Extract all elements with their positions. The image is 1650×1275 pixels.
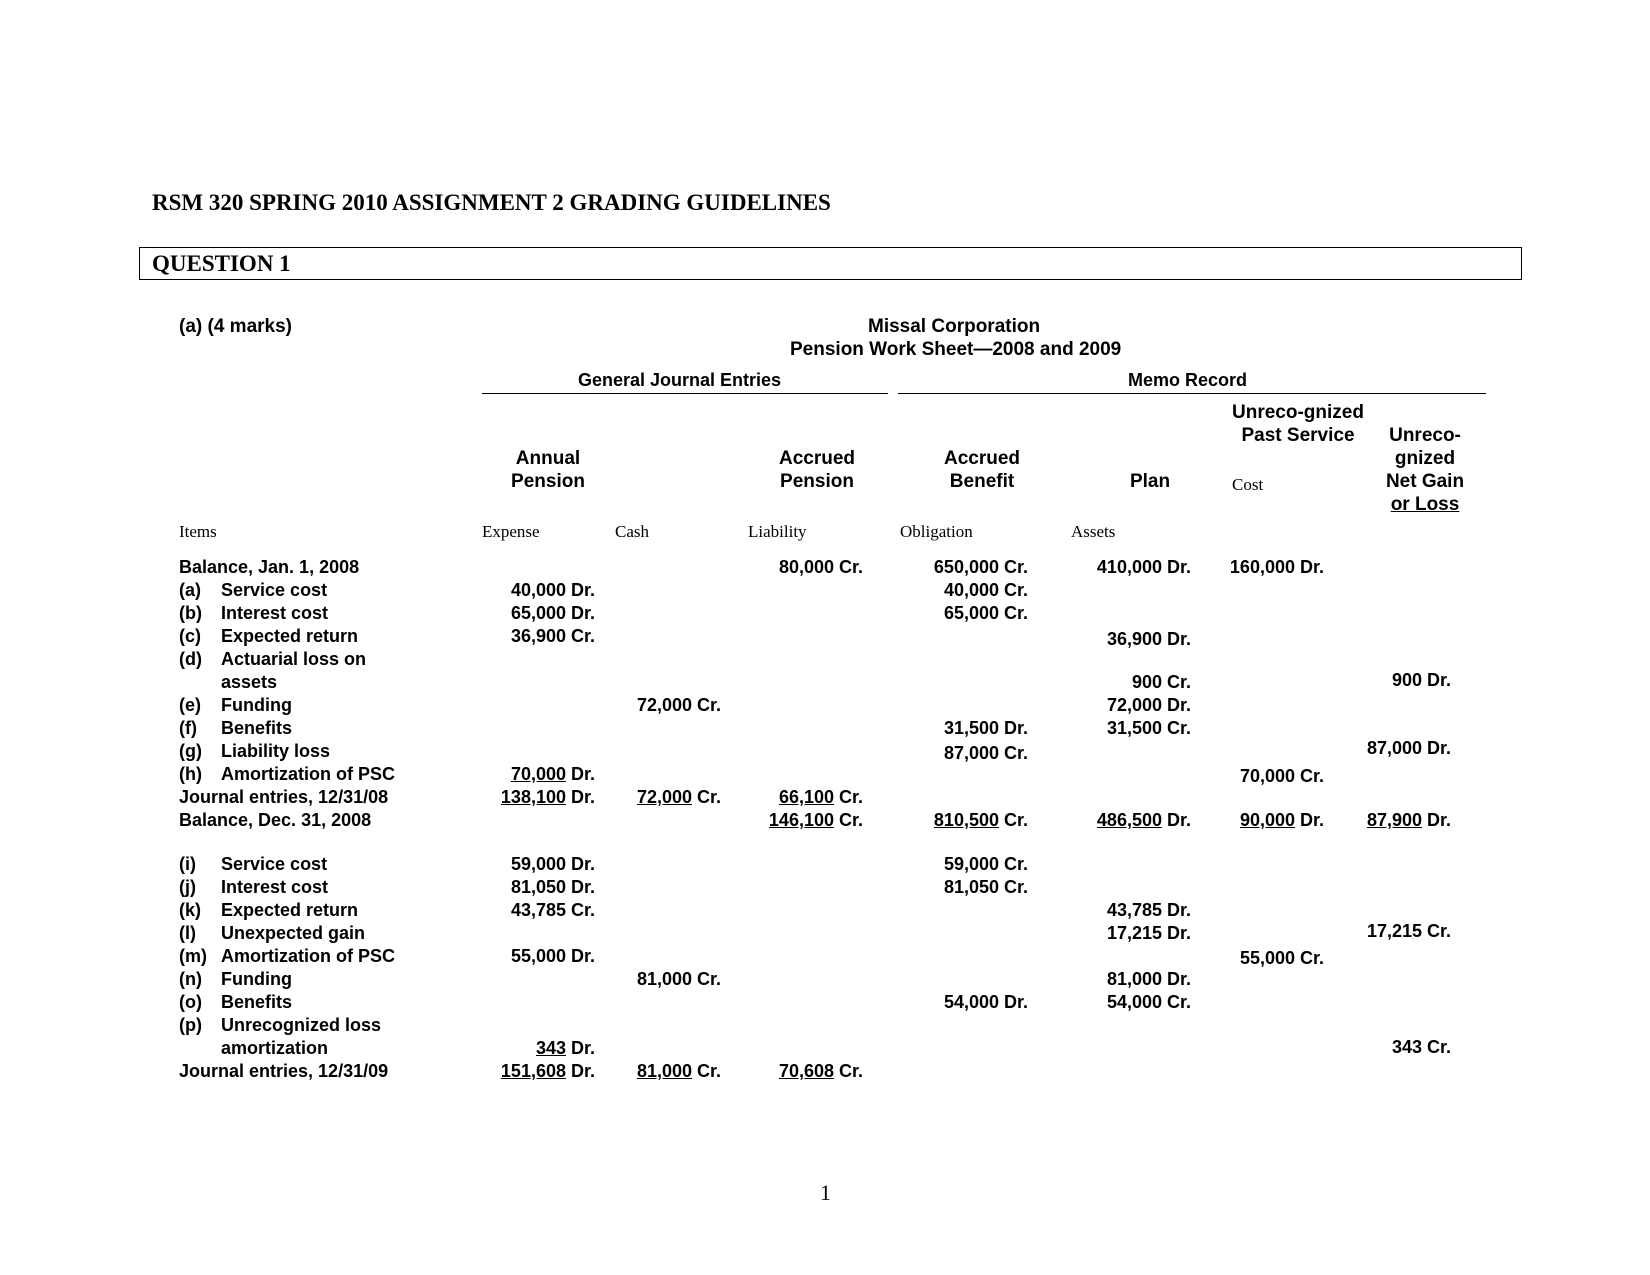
cell-amount: 81,050: [943, 877, 999, 897]
cell-amount: 160,000: [1229, 557, 1295, 577]
cell-amount: 31,500: [1106, 718, 1162, 738]
cell-amount-wrap: [406, 853, 566, 876]
row-item: Amortization of PSC: [221, 764, 395, 784]
cell-drcr: Dr.: [1422, 810, 1452, 830]
cell-amount: 70,000: [510, 764, 566, 784]
row-letter: (k): [179, 900, 201, 920]
cell-drcr: Cr.: [1422, 921, 1452, 941]
table-row: [179, 991, 469, 1014]
cell-drcr: Dr.: [566, 603, 596, 623]
subheader-liability: Liability: [748, 522, 807, 541]
cell-amount-wrap: [1262, 1036, 1422, 1059]
cell-amount-wrap: [406, 602, 566, 625]
cell-abo: [839, 853, 1039, 876]
cell-plan: [1002, 968, 1202, 991]
header-liability: [767, 447, 867, 493]
cell-abo: [839, 579, 1039, 602]
row-letter: (g): [179, 741, 202, 761]
table-row: [179, 648, 469, 671]
cell-drcr: Dr.: [566, 1061, 596, 1081]
cell-amount: 90,000: [1239, 810, 1295, 830]
cell-drcr: Dr.: [1162, 557, 1192, 577]
cell-drcr: Dr.: [566, 877, 596, 897]
cell-amount: 59,000: [943, 854, 999, 874]
cell-abo: [839, 602, 1039, 625]
table-row: [179, 922, 469, 945]
cell-drcr: Cr.: [999, 877, 1029, 897]
cell-plan: [1002, 922, 1202, 945]
cell-amount-wrap: [406, 876, 566, 899]
table-row: [179, 694, 469, 717]
cell-gain: [1262, 1036, 1462, 1059]
row-item: Expected return: [221, 626, 359, 646]
cell-amount-wrap: [532, 694, 692, 717]
row-item: Service cost: [221, 854, 328, 874]
cell-drcr: Dr.: [1162, 969, 1192, 989]
cell-amount: 55,000: [1239, 948, 1295, 968]
row-item: Funding: [221, 969, 292, 989]
cell-amount: 40,000: [510, 580, 566, 600]
header-liability-line1: Accrued: [778, 448, 856, 469]
cell-plan: [1002, 628, 1202, 651]
header-psc-line2: Past Service: [1241, 425, 1355, 446]
subheader-cash: Cash: [615, 522, 649, 541]
row-letter: (h): [179, 764, 202, 784]
cell-drcr: Cr.: [834, 1061, 864, 1081]
cell-amount: 900: [1131, 672, 1162, 692]
cell-amount: 138,100: [500, 787, 566, 807]
cell-amount-wrap: [406, 899, 566, 922]
cell-amount-wrap: [1002, 922, 1162, 945]
table-row: [179, 556, 469, 579]
row-letter: (m): [179, 946, 207, 966]
group-memo-record: Memo Record: [1128, 370, 1248, 390]
cell-expense: [406, 1037, 606, 1060]
table-row: [179, 717, 469, 740]
header-liability-line2: Pension: [780, 471, 854, 492]
cell-amount: 146,100: [768, 810, 834, 830]
header-psc-line1: Unreco-gnized: [1232, 402, 1364, 423]
cell-drcr: Cr.: [999, 854, 1029, 874]
cell-gain: [1262, 737, 1462, 760]
cell-amount-wrap: [1262, 737, 1422, 760]
cell-amount: 40,000: [943, 580, 999, 600]
cell-plan: [1002, 671, 1202, 694]
header-gain: [1370, 424, 1480, 516]
row-item: Funding: [221, 695, 292, 715]
cell-amount: 151,608: [500, 1061, 566, 1081]
cell-amount-wrap: [406, 1037, 566, 1060]
cell-amount: 410,000: [1096, 557, 1162, 577]
row-item: Benefits: [221, 992, 293, 1012]
cell-drcr: Cr.: [999, 743, 1029, 763]
cell-amount: 81,000: [636, 969, 692, 989]
row-label: Journal entries, 12/31/08: [179, 787, 389, 807]
cell-liability: [674, 1060, 874, 1083]
cell-amount-wrap: [839, 853, 999, 876]
subheader-abo: Obligation: [900, 522, 973, 541]
row-letter: (j): [179, 877, 196, 897]
cell-expense: [406, 945, 606, 968]
cell-drcr: Dr.: [1422, 670, 1452, 690]
header-expense-line1: Annual: [515, 448, 581, 469]
general-journal-rule: [482, 393, 888, 394]
cell-amount: 55,000: [510, 946, 566, 966]
page-number: 1: [820, 1180, 831, 1205]
cell-gain: [1262, 920, 1462, 943]
row-item: Amortization of PSC: [221, 946, 395, 966]
cell-amount: 66,100: [778, 787, 834, 807]
cell-amount: 36,900: [1106, 629, 1162, 649]
cell-gain: [1262, 669, 1462, 692]
cell-plan: [1002, 991, 1202, 1014]
cell-drcr: Cr.: [1162, 672, 1192, 692]
header-plan: Plan: [1129, 471, 1171, 492]
cell-amount-wrap: [406, 625, 566, 648]
cell-amount: 650,000: [933, 557, 999, 577]
cell-abo: [839, 742, 1039, 765]
cell-amount-wrap: [839, 579, 999, 602]
row-label: Journal entries, 12/31/09: [179, 1061, 389, 1081]
row-label: Balance, Dec. 31, 2008: [179, 810, 372, 830]
cell-amount-wrap: [674, 786, 834, 809]
cell-drcr: Cr.: [692, 787, 722, 807]
cell-amount: 59,000: [510, 854, 566, 874]
cell-drcr: Dr.: [566, 946, 596, 966]
cell-amount-wrap: [1002, 628, 1162, 651]
header-gain-line1: Unreco-: [1389, 425, 1461, 446]
table-row: [179, 809, 469, 832]
cell-amount-wrap: [1002, 991, 1162, 1014]
cell-psc: [1135, 765, 1335, 788]
header-psc: [1208, 401, 1388, 447]
cell-amount-wrap: [839, 602, 999, 625]
cell-drcr: Cr.: [692, 695, 722, 715]
row-letter: (l): [179, 923, 196, 943]
cell-amount: 72,000: [636, 787, 692, 807]
cell-amount: 87,900: [1366, 810, 1422, 830]
row-item: Liability loss: [221, 741, 331, 761]
cell-amount: 810,500: [933, 810, 999, 830]
row-letter: (d): [179, 649, 202, 669]
cell-amount-wrap: [839, 717, 999, 740]
subheader-plan: Assets: [1071, 522, 1116, 541]
cell-gain: [1262, 809, 1462, 832]
cell-drcr: Cr.: [1295, 766, 1325, 786]
cell-drcr: Cr.: [999, 557, 1029, 577]
cell-drcr: Dr.: [566, 1038, 596, 1058]
cell-drcr: Cr.: [1295, 948, 1325, 968]
cell-amount: 81,050: [510, 877, 566, 897]
cell-psc: [1135, 556, 1335, 579]
row-item: Benefits: [221, 718, 293, 738]
cell-expense: [406, 899, 606, 922]
cell-amount-wrap: [532, 786, 692, 809]
row-letter: (a): [179, 580, 201, 600]
table-row: [179, 671, 469, 694]
cell-amount: 65,000: [943, 603, 999, 623]
cell-drcr: Cr.: [999, 580, 1029, 600]
worksheet-title: Pension Work Sheet—2008 and 2009: [790, 339, 1122, 360]
cell-amount: 81,000: [1106, 969, 1162, 989]
cell-amount-wrap: [1135, 556, 1295, 579]
cell-drcr: Cr.: [834, 557, 864, 577]
cell-drcr: Dr.: [999, 992, 1029, 1012]
cell-drcr: Cr.: [834, 787, 864, 807]
cell-drcr: Cr.: [1162, 992, 1192, 1012]
row-item: Service cost: [221, 580, 328, 600]
cell-amount: 87,000: [1366, 738, 1422, 758]
cell-amount-wrap: [1262, 920, 1422, 943]
cell-drcr: Dr.: [1295, 557, 1325, 577]
cell-amount-wrap: [1002, 671, 1162, 694]
cell-liability: [674, 786, 874, 809]
cell-plan: [1002, 717, 1202, 740]
cell-amount-wrap: [406, 763, 566, 786]
cell-cash: [532, 694, 732, 717]
cell-amount: 54,000: [1106, 992, 1162, 1012]
cell-amount: 31,500: [943, 718, 999, 738]
cell-expense: [406, 853, 606, 876]
cell-drcr: Cr.: [1162, 718, 1192, 738]
row-letter: (o): [179, 992, 202, 1012]
cell-amount-wrap: [839, 742, 999, 765]
cell-cash: [532, 968, 732, 991]
cell-amount-wrap: [406, 579, 566, 602]
cell-drcr: Dr.: [566, 787, 596, 807]
cell-amount-wrap: [674, 556, 834, 579]
question-box: [139, 247, 1522, 280]
memo-record-rule: [898, 393, 1486, 394]
cell-drcr: Cr.: [692, 1061, 722, 1081]
row-letter: (i): [179, 854, 196, 874]
cell-amount-wrap: [1002, 717, 1162, 740]
row-letter: (f): [179, 718, 197, 738]
cell-drcr: Dr.: [999, 718, 1029, 738]
cell-amount: 54,000: [943, 992, 999, 1012]
cell-amount: 65,000: [510, 603, 566, 623]
header-gain-line4: or Loss: [1390, 494, 1460, 515]
row-item: Unrecognized loss: [221, 1015, 382, 1035]
part-label: (a) (4 marks): [179, 316, 292, 337]
cell-amount-wrap: [1002, 694, 1162, 717]
cell-drcr: Cr.: [999, 603, 1029, 623]
table-row: [179, 740, 469, 763]
header-abo: [932, 447, 1032, 493]
cell-amount-wrap: [532, 1060, 692, 1083]
cell-drcr: Cr.: [566, 626, 596, 646]
cell-amount-wrap: [1262, 669, 1422, 692]
row-item: Unexpected gain: [221, 923, 366, 943]
table-row: [179, 968, 469, 991]
cell-drcr: Cr.: [1422, 1037, 1452, 1057]
company-name: Missal Corporation: [868, 316, 1041, 337]
cell-amount: 900: [1391, 670, 1422, 690]
row-item: amortization: [221, 1038, 329, 1058]
subheader-expense: Expense: [482, 522, 540, 541]
header-abo-line2: Benefit: [949, 471, 1015, 492]
header-gain-line2: gnized: [1394, 448, 1456, 469]
cell-plan: [1002, 899, 1202, 922]
cell-amount-wrap: [839, 991, 999, 1014]
row-item: Interest cost: [221, 877, 329, 897]
subheader-psc: Cost: [1232, 475, 1264, 494]
cell-expense: [406, 876, 606, 899]
cell-amount-wrap: [839, 809, 999, 832]
row-letter: (n): [179, 969, 202, 989]
cell-expense: [406, 625, 606, 648]
header-expense: [498, 447, 598, 493]
row-item: Interest cost: [221, 603, 329, 623]
row-item: Actuarial loss on: [221, 649, 367, 669]
cell-amount-wrap: [1135, 765, 1295, 788]
header-gain-line3: Net Gain: [1385, 471, 1465, 492]
cell-amount-wrap: [1002, 899, 1162, 922]
cell-abo: [839, 876, 1039, 899]
row-item: Expected return: [221, 900, 359, 920]
cell-drcr: Dr.: [566, 764, 596, 784]
cell-drcr: Dr.: [1162, 695, 1192, 715]
row-letter: (b): [179, 603, 202, 623]
cell-amount-wrap: [839, 876, 999, 899]
table-row: [179, 1014, 469, 1037]
header-abo-line1: Accrued: [943, 448, 1021, 469]
cell-amount: 72,000: [1106, 695, 1162, 715]
document-title: RSM 320 SPRING 2010 ASSIGNMENT 2 GRADING GUIDELINES: [152, 190, 831, 215]
cell-amount: 17,215: [1106, 923, 1162, 943]
question-label: QUESTION 1: [152, 251, 291, 276]
cell-expense: [406, 602, 606, 625]
cell-amount: 70,608: [778, 1061, 834, 1081]
cell-amount-wrap: [674, 809, 834, 832]
cell-expense: [406, 579, 606, 602]
cell-amount-wrap: [1135, 947, 1295, 970]
cell-drcr: Cr.: [692, 969, 722, 989]
cell-amount-wrap: [1002, 968, 1162, 991]
cell-amount-wrap: [674, 1060, 834, 1083]
row-letter: (e): [179, 695, 201, 715]
cell-amount: 36,900: [510, 626, 566, 646]
subheader-items: Items: [179, 522, 217, 541]
cell-drcr: Dr.: [566, 580, 596, 600]
cell-amount: 81,000: [636, 1061, 692, 1081]
cell-amount-wrap: [532, 968, 692, 991]
cell-drcr: Cr.: [999, 810, 1029, 830]
row-item: assets: [221, 672, 278, 692]
cell-amount: 343: [1391, 1037, 1422, 1057]
cell-plan: [1002, 694, 1202, 717]
cell-drcr: Dr.: [1295, 810, 1325, 830]
cell-amount-wrap: [839, 556, 999, 579]
header-expense-line2: Pension: [511, 471, 585, 492]
cell-psc: [1135, 947, 1335, 970]
cell-drcr: Cr.: [566, 900, 596, 920]
cell-amount: 17,215: [1366, 921, 1422, 941]
cell-amount-wrap: [406, 945, 566, 968]
cell-amount-wrap: [1262, 809, 1422, 832]
cell-drcr: Dr.: [1422, 738, 1452, 758]
cell-drcr: Dr.: [1162, 923, 1192, 943]
cell-amount: 87,000: [943, 743, 999, 763]
cell-drcr: Dr.: [1162, 629, 1192, 649]
cell-amount: 43,785: [1106, 900, 1162, 920]
cell-drcr: Dr.: [566, 854, 596, 874]
cell-amount: 70,000: [1239, 766, 1295, 786]
cell-expense: [406, 763, 606, 786]
row-letter: (p): [179, 1015, 202, 1035]
cell-drcr: Dr.: [1162, 810, 1192, 830]
group-general-journal: General Journal Entries: [578, 370, 782, 390]
row-letter: (c): [179, 626, 201, 646]
row-label: Balance, Jan. 1, 2008: [179, 557, 360, 577]
cell-amount: 486,500: [1096, 810, 1162, 830]
cell-amount: 80,000: [778, 557, 834, 577]
cell-amount: 72,000: [636, 695, 692, 715]
cell-drcr: Cr.: [834, 810, 864, 830]
cell-amount: 343: [535, 1038, 566, 1058]
cell-amount: 43,785: [510, 900, 566, 920]
cell-drcr: Dr.: [1162, 900, 1192, 920]
